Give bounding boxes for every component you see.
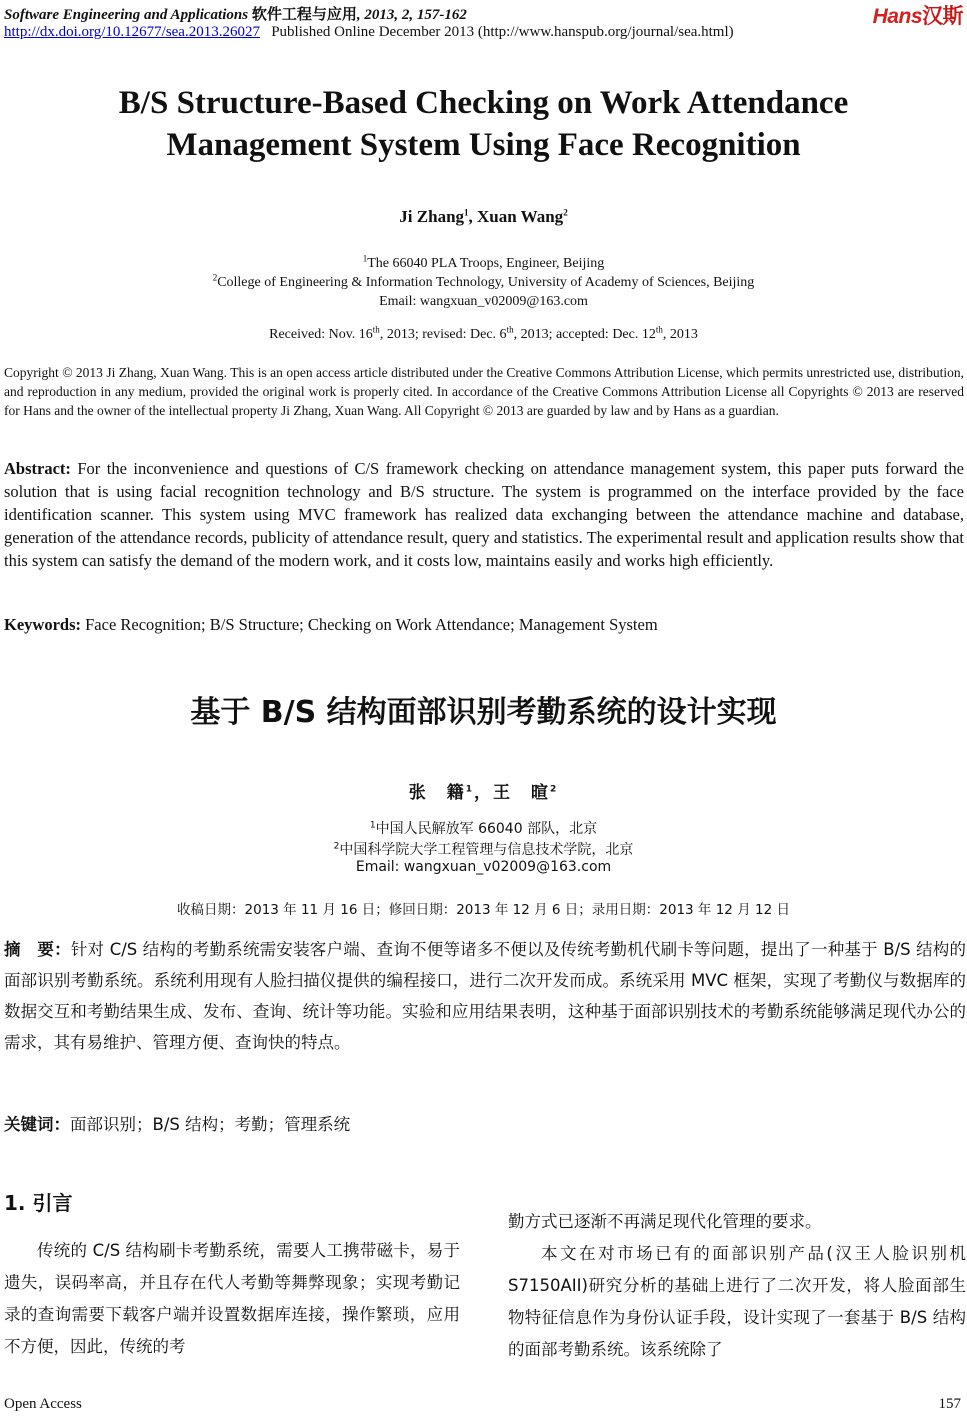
- revised-sup: th: [506, 324, 514, 335]
- cn-author-1: 张 籍: [408, 783, 466, 803]
- title-line-1: B/S Structure-Based Checking on Work Attendance: [118, 85, 849, 121]
- affiliation-2-sup: 2: [212, 272, 218, 283]
- cn-affiliation-2-text: 中国科学院大学工程管理与信息技术学院，北京: [339, 842, 634, 858]
- cn-affiliation-1-text: 中国人民解放军 66040 部队，北京: [375, 821, 598, 837]
- author-list: [0, 207, 967, 227]
- author-email: Email: wangxuan_v02009@163.com: [379, 294, 588, 309]
- cn-affiliation-1-sup: 1: [369, 820, 376, 831]
- journal-issue: , 2013, 2, 157-162: [356, 7, 467, 23]
- cn-author-2-sup: 2: [550, 784, 559, 795]
- keywords-cn: [4, 1111, 350, 1135]
- abstract-cn: [4, 934, 966, 1058]
- body-paragraph: 传统的 C/S 结构刷卡考勤系统，需要人工携带磁卡，易于遗失，误码率高，并且存在代人考勤等舞弊现象；实现考勤记录的查询需要下载客户端并设置数据库连接，操作繁琐，应用不方便，因此，传统的考: [4, 1241, 460, 1356]
- logo-text-en: Hans: [872, 5, 922, 28]
- cn-keywords-label: 关键词：: [4, 1115, 70, 1134]
- affiliation-2: [0, 273, 967, 292]
- logo-text-cn: 汉斯: [922, 5, 963, 28]
- cn-affiliation-2-sup: 2: [333, 841, 340, 852]
- abstract-label: Abstract:: [4, 459, 71, 478]
- cn-received-dates: 收稿日期：2013 年 11 月 16 日；修回日期：2013 年 12 月 6 日；录用日期：2013 年 12 月 12 日: [177, 902, 790, 918]
- journal-header: [4, 3, 467, 24]
- affiliation-1: [0, 254, 967, 273]
- accepted-sup: th: [655, 324, 663, 335]
- keywords-text: Face Recognition; B/S Structure; Checking on Work Attendance; Management System: [81, 615, 658, 634]
- copyright-notice: Copyright © 2013 Ji Zhang, Xuan Wang. This is an open access article distributed under the Creative Commons Attribution License, which permits unrestricted use, distribution, and reproduction in any medium, provided the original work is properly cited. In accordance of the Creative Commons Attribution License all Copyrights © 2013 are reserved for Hans and the owner of the intellectual property Ji Zhang, Xuan Wang. All Copyright © 2013 are guarded by law and by Hans as a guardian.: [4, 365, 964, 418]
- paper-title: [0, 82, 967, 166]
- page-number: 157: [938, 1396, 961, 1412]
- keywords-label: Keywords:: [4, 615, 81, 634]
- author-2: Xuan Wang: [477, 207, 564, 226]
- keywords-en: [4, 613, 964, 636]
- affiliation-2-text: College of Engineering & Information Technology, University of Academy of Sciences, Beijing: [217, 275, 755, 290]
- body-paragraph: 本文在对市场已有的面部识别产品(汉王人脸识别机 S7150AII)研究分析的基础上进行了二次开发，将人脸面部生物特征信息作为身份认证手段，设计实现了一套基于 B/S 结构的面部考勤系统。该系统除了: [508, 1244, 966, 1359]
- doi-line: [4, 24, 734, 41]
- cn-keywords-text: 面部识别；B/S 结构；考勤；管理系统: [70, 1115, 351, 1134]
- abstract-text: For the inconvenience and questions of C/S framework checking on attendance management system, this paper puts forward the solution that is using facial recognition technology and B/S structure. The system is programmed on the interface provided by the face identification scanner. This system using MVC framework has realized data exchanging between the attendance machine and database, generation of the attendance records, publicity of attendance result, query and statistics. The experimental result and application results show that this system can satisfy the demand of the modern work, and it costs low, maintains easily and works high efficiently.: [4, 459, 964, 570]
- accepted-year: , 2013: [662, 327, 698, 342]
- author-1: Ji Zhang: [399, 207, 465, 226]
- hans-logo: [873, 0, 963, 30]
- received-sup: th: [372, 324, 380, 335]
- cn-author-sep: ，: [474, 783, 493, 803]
- cn-email: Email: wangxuan_v02009@163.com: [355, 859, 612, 875]
- author-sep: ,: [468, 207, 478, 226]
- cn-affiliation-1: [0, 818, 967, 838]
- body-column-left: [4, 1235, 460, 1363]
- cn-author-2: 王 暄: [493, 783, 550, 803]
- title-line-2: Management System Using Face Recognition: [166, 127, 801, 163]
- journal-name: Software Engineering and Applications: [4, 7, 249, 23]
- received-part: Received: Nov. 16: [269, 327, 373, 342]
- section-heading: 1. 引言: [4, 1191, 73, 1215]
- author-2-sup: 2: [563, 207, 568, 218]
- cn-title: 基于 B/S 结构面部识别考勤系统的设计实现: [190, 695, 777, 730]
- affiliation-1-sup: 1: [362, 253, 368, 264]
- author-1-sup: 1: [464, 207, 469, 218]
- accepted-part: , 2013; accepted: Dec. 12: [513, 327, 656, 342]
- received-dates: [0, 324, 967, 343]
- cn-author-1-sup: 1: [465, 784, 474, 795]
- doi-link[interactable]: http://dx.doi.org/10.12677/sea.2013.26027: [4, 24, 260, 40]
- open-access-label: Open Access: [4, 1396, 82, 1412]
- journal-name-cn: 软件工程与应用: [251, 7, 357, 23]
- published-online: Published Online December 2013 (http://www.hanspub.org/journal/sea.html): [271, 24, 734, 40]
- revised-part: , 2013; revised: Dec. 6: [379, 327, 507, 342]
- affiliation-1-text: The 66040 PLA Troops, Engineer, Beijing: [367, 256, 605, 271]
- abstract-en: [4, 457, 964, 572]
- body-paragraph-continued: 勤方式已逐渐不再满足现代化管理的要求。: [508, 1212, 822, 1231]
- cn-abstract-label: 摘 要：: [4, 940, 71, 959]
- cn-author-list: [0, 778, 967, 803]
- body-column-right: [508, 1206, 966, 1366]
- cn-affiliation-2: [0, 839, 967, 859]
- cn-abstract-text: 针对 C/S 结构的考勤系统需安装客户端、查询不便等诸多不便以及传统考勤机代刷卡等问题，提出了一种基于 B/S 结构的面部识别考勤系统。系统利用现有人脸扫描仪提供的编程接口，进行二次开发而成。系统采用 MVC 框架，实现了考勤仪与数据库的数据交互和考勤结果生成、发布、查询、统计等功能。实验和应用结果表明，这种基于面部识别技术的考勤系统能够满足现代办公的需求，其有易维护、管理方便、查询快的特点。: [4, 940, 967, 1052]
